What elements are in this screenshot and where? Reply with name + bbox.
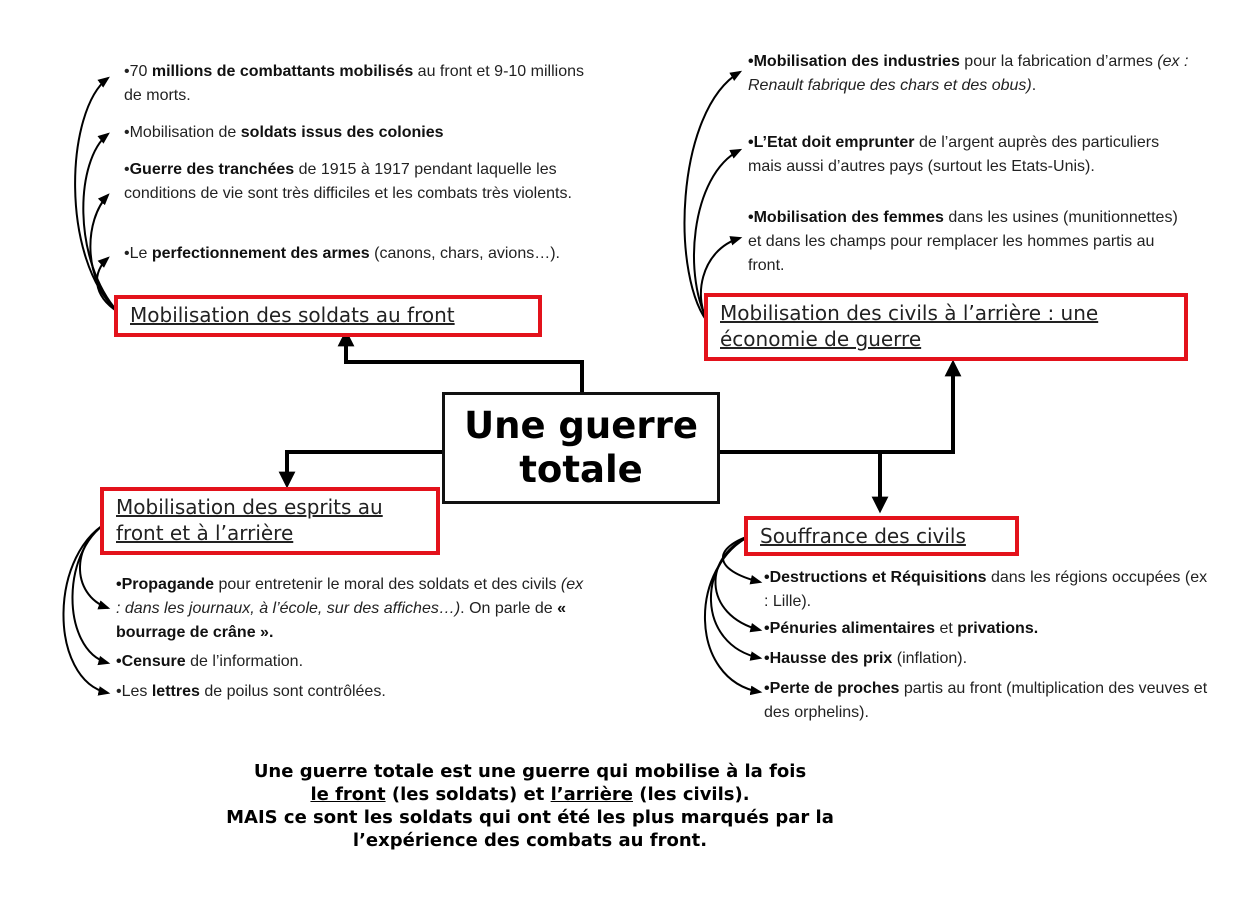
text-bold: •Destructions et Réquisitions [764,569,987,586]
soldats-item-4 [124,242,599,266]
soldats-item-2 [124,121,594,145]
text-bold: •Mobilisation des industries [748,53,960,70]
text-bold: •Perte de proches [764,680,900,697]
text: •70 [124,63,152,80]
text: . On parle de [460,600,558,617]
text: de l’argent auprès des particuliers mais aussi d’autres pays (surtout les Etats-Unis). [748,134,1160,175]
text-bold: Guerre des tranchées [129,161,295,178]
heading-soldats-text: Mobilisation des soldats au front [130,303,455,327]
text-bold: •L’Etat doit emprunter [748,134,915,151]
text: de poilus sont contrôlées. [199,683,386,700]
text: dans les régions occupées (ex : Lille). [764,569,1208,610]
heading-souffrance [744,516,1019,556]
text-bold: •Hausse des prix [764,650,893,667]
soldats-item-3 [124,158,599,206]
souffrance-item-1 [764,566,1214,614]
souffrance-item-4 [764,677,1214,725]
text-bold: •Censure [116,653,186,670]
text: (inflation). [892,650,968,667]
arrow-to-soldats [346,338,582,392]
text: •Mobilisation de [124,124,241,141]
conclusion [170,760,890,852]
text-bold: perfectionnement des armes [151,245,370,262]
text: partis au front (multiplication des veuves et des orphelins). [764,680,1208,721]
text: (les soldats) et [385,784,551,805]
text: et [935,620,958,637]
text: dans les usines (munitionnettes) et dans les champs pour remplacer les hommes partis au front. [748,209,1178,274]
heading-civils [704,293,1188,361]
heading-souffrance-text: Souffrance des civils [760,524,966,548]
text: au front et 9-10 millions de morts. [124,63,584,104]
text-bold: •Propagande [116,576,215,593]
arrow-to-souffrance [720,452,880,505]
text: de l’information. [185,653,304,670]
esprits-item-3 [116,680,586,704]
text: (canons, chars, avions…). [369,245,560,262]
heading-soldats [114,295,542,337]
civils-item-3 [748,206,1193,278]
text-bold: •Pénuries alimentaires [764,620,936,637]
esprits-item-1 [116,573,586,645]
central-concept [442,392,720,504]
civils-item-1 [748,50,1193,98]
text-bold: lettres [151,683,200,700]
civils-item-2 [748,131,1193,179]
text-bold: privations. [957,620,1039,637]
conclusion-line-2 [170,783,890,806]
heading-esprits [100,487,440,555]
conclusion-line-3: MAIS ce sont les soldats qui ont été les plus marqués par la [226,807,834,828]
souffrance-item-3 [764,647,1214,671]
text: (les civils). [633,784,750,805]
arrow-to-esprits [287,452,442,480]
arrow-to-civils [720,368,953,452]
text-italic: (ex : dans les journaux, à l’école, sur des affiches…) [116,576,584,617]
text: • [124,161,130,178]
heading-esprits-text: Mobilisation des esprits au front et à l’arrière [116,495,383,545]
heading-civils-text: Mobilisation des civils à l’arrière : une économie de guerre [720,301,1099,351]
souffrance-item-2 [764,617,1214,641]
text-bold: soldats issus des colonies [240,124,444,141]
text: . [1031,77,1037,94]
text: •Les [116,683,152,700]
text: •Le [124,245,152,262]
text-bold: « bourrage de crâne ». [116,600,567,641]
text-italic: (ex : Renault fabrique des chars et des obus) [748,53,1189,94]
text: de 1915 à 1917 pendant laquelle les conditions de vie sont très difficiles et les combats très violents. [124,161,572,202]
soldats-item-1 [124,60,594,108]
text-underlined: l’arrière [550,784,633,805]
conclusion-line-4: l’expérience des combats au front. [352,830,708,851]
text: pour la fabrication d’armes [959,53,1158,70]
conclusion-line-1: Une guerre totale est une guerre qui mobilise à la fois [253,761,807,782]
central-title-line1: Une guerre [464,404,698,447]
text: pour entretenir le moral des soldats et des civils [214,576,561,593]
text-underlined: le front [310,784,386,805]
text-bold: •Mobilisation des femmes [748,209,944,226]
central-title-line2: totale [519,448,643,491]
esprits-item-2 [116,650,586,674]
text-bold: millions de combattants mobilisés [151,63,414,80]
